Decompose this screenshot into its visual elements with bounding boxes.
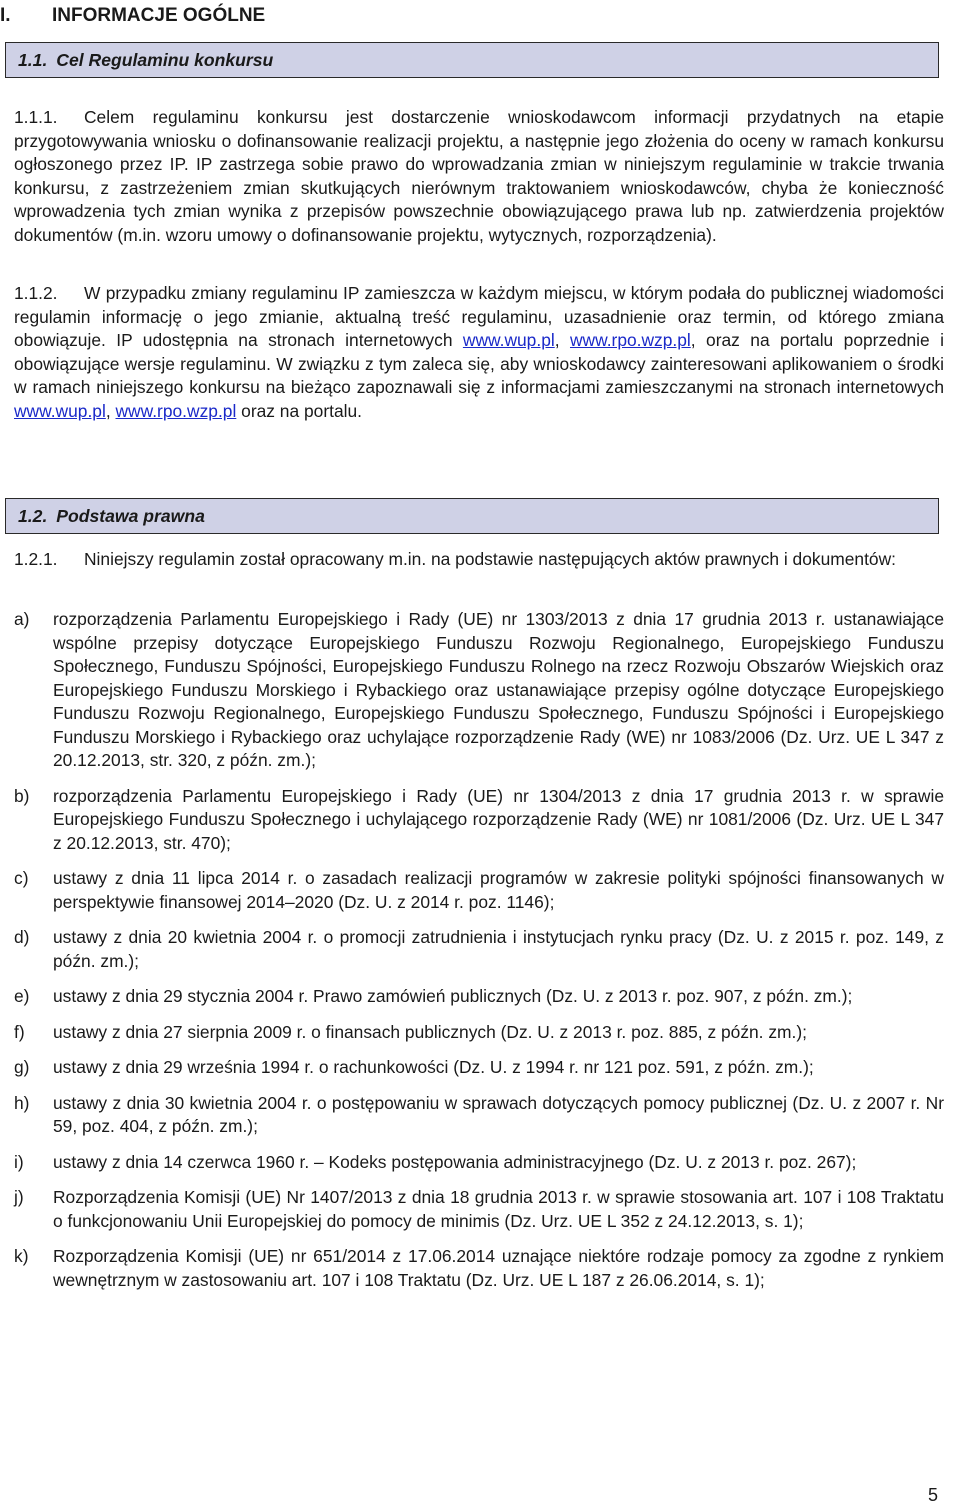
- list-item-letter: f): [14, 1021, 25, 1042]
- paragraph-text: W przypadku zmiany regulaminu IP zamieszcza w każdym miejscu, w którym podała do publicznej wiadomości regulamin informację o jego zmianie, aktualną treść regulaminu, uzasadnienie oraz termin, od którego zmiana obowiązuje. IP udostępnia na stronach internetowych: [14, 283, 944, 350]
- link-rpo-wzp[interactable]: www.rpo.wzp.pl: [569, 330, 691, 350]
- list-item-letter: d): [14, 927, 30, 947]
- link-separator: ,: [554, 330, 570, 350]
- paragraph-number: 1.1.1.: [14, 107, 58, 127]
- section-number: 1.2.: [18, 506, 48, 526]
- list-item: [14, 1151, 944, 1175]
- legal-acts-list: [14, 608, 944, 1304]
- list-item-letter: c): [14, 868, 29, 888]
- list-item: [14, 1092, 944, 1139]
- list-item: [14, 1021, 944, 1045]
- paragraph-text: , oraz na portalu poprzednie i obowiązujące wersje regulaminu. W związku z tym zaleca się, aby wnioskodawcy zainteresowani aplikowaniem o środki w ramach niniejszego konkursu na bieżąco zapoznawali się z informacjami zamieszczanymi na stronach internetowych: [14, 330, 944, 397]
- list-item-text: ustawy z dnia 27 sierpnia 2009 r. o finansach publicznych (Dz. U. z 2013 r. poz. 885, z późn. zm.);: [53, 1021, 807, 1042]
- paragraph-text: Niniejszy regulamin został opracowany m.in. na podstawie następujących aktów prawnych i dokumentów:: [84, 549, 896, 569]
- list-item: [14, 1186, 944, 1233]
- paragraph-number: 1.2.1.: [14, 549, 58, 569]
- list-item: [14, 1056, 944, 1080]
- list-item-text: ustawy z dnia 11 lipca 2014 r. o zasadach realizacji programów w zakresie polityki spójności finansowanych w perspektywie finansowej 2014–2020 (Dz. U. z 2014 r. poz. 1146);: [53, 868, 944, 912]
- paragraph-text: Celem regulaminu konkursu jest dostarczenie wnioskodawcom informacji przydatnych na etapie przygotowywania wniosku o dofinansowanie realizacji projektu, a następnie jego złożenia do oceny w ramach konkursu ogłoszonego przez IP. IP zastrzega sobie prawo do wprowadzania zmian w niniejszym regulaminie w trakcie trwania konkursu, z zastrzeżeniem zmian skutkujących nierównym traktowaniem wnioskodawców, chyba że konieczność wprowadzenia tych zmian wynika z przepisów powszechnie obowiązującego prawa lub np. zatwierdzenia projektów dokumentów (m.in. wzoru umowy o dofinansowanie projektu, wytycznych, rozporządzenia).: [14, 107, 944, 245]
- list-item: [14, 985, 944, 1009]
- chapter-title: INFORMACJE OGÓLNE: [52, 5, 266, 26]
- page-number: 5: [927, 1485, 938, 1505]
- link-rpo-wzp[interactable]: www.rpo.wzp.pl: [115, 400, 237, 421]
- list-item: [14, 608, 944, 773]
- link-separator: ,: [105, 400, 116, 421]
- link-wup[interactable]: www.wup.pl: [14, 400, 106, 421]
- list-item-letter: j): [14, 1187, 24, 1207]
- list-item-text: rozporządzenia Parlamentu Europejskiego i Rady (UE) nr 1303/2013 z dnia 17 grudnia 2013 r. ustanawiające wspólne przepisy dotyczące Europejskiego Funduszu Rozwoju Regionalnego, Europejskiego Funduszu Społecznego, Funduszu Spójności, Europejskiego Funduszu Rolnego na rzecz Rozwoju Obszarów Wiejskich oraz Europejskiego Funduszu Morskiego i Rybackiego oraz ustanawiające przepisy ogólne dotyczące Europejskiego Funduszu Rozwoju Regionalnego, Europejskiego Funduszu Społecznego, Funduszu Spójności i Europejskiego Funduszu Morskiego i Rybackiego oraz uchylające rozporządzenie Rady (WE) nr 1083/2006 (Dz. Urz. UE L 347 z 20.12.2013, str. 320, z późn. zm.);: [53, 609, 944, 770]
- list-item-letter: b): [14, 785, 30, 806]
- section-number: 1.1.: [18, 50, 48, 70]
- paragraph-number: 1.1.2.: [14, 283, 58, 303]
- list-item-text: Rozporządzenia Komisji (UE) Nr 1407/2013 z dnia 18 grudnia 2013 r. w sprawie stosowania art. 107 i 108 Traktatu o funkcjonowaniu Unii Europejskiej do pomocy de minimis (Dz. Urz. UE L 352 z 24.12.2013, s. 1);: [53, 1187, 944, 1231]
- paragraph-text: oraz na portalu.: [236, 400, 362, 421]
- list-item-letter: i): [14, 1151, 24, 1172]
- list-item: [14, 1245, 944, 1292]
- section-heading-1-1: [5, 42, 939, 78]
- link-wup[interactable]: www.wup.pl: [462, 330, 555, 350]
- section-title: Podstawa prawna: [56, 506, 205, 526]
- chapter-number: I.: [0, 5, 11, 26]
- list-item-text: ustawy z dnia 29 września 1994 r. o rachunkowości (Dz. U. z 1994 r. nr 121 poz. 591, z późn. zm.);: [53, 1057, 814, 1077]
- list-item-text: ustawy z dnia 14 czerwca 1960 r. – Kodeks postępowania administracyjnego (Dz. U. z 2013 r. poz. 267);: [53, 1151, 857, 1172]
- list-item-letter: k): [14, 1246, 29, 1266]
- list-item-letter: a): [14, 609, 30, 629]
- section-title: Cel Regulaminu konkursu: [56, 50, 274, 70]
- list-item: [14, 785, 944, 856]
- list-item-text: ustawy z dnia 30 kwietnia 2004 r. o postępowaniu w sprawach dotyczących pomocy publicznej (Dz. U. z 2007 r. Nr 59, poz. 404, z późn. zm.);: [53, 1092, 944, 1136]
- list-item-letter: h): [14, 1092, 30, 1113]
- list-item-text: ustawy z dnia 20 kwietnia 2004 r. o promocji zatrudnienia i instytucjach rynku pracy (Dz. U. z 2015 r. poz. 149, z późn. zm.);: [53, 927, 944, 971]
- list-item-text: ustawy z dnia 29 stycznia 2004 r. Prawo zamówień publicznych (Dz. U. z 2013 r. poz. 907, z późn. zm.);: [53, 986, 853, 1006]
- list-item-text: Rozporządzenia Komisji (UE) nr 651/2014 z 17.06.2014 uznające niektóre rodzaje pomocy za zgodne z rynkiem wewnętrznym w zastosowaniu art. 107 i 108 Traktatu (Dz. Urz. UE L 187 z 26.06.2014, s. 1);: [53, 1246, 944, 1290]
- list-item-letter: e): [14, 986, 30, 1006]
- list-item-text: rozporządzenia Parlamentu Europejskiego i Rady (UE) nr 1304/2013 z dnia 17 grudnia 2013 r. w sprawie Europejskiego Funduszu Społecznego i uchylającego rozporządzenie Rady (WE) nr 1081/2006 (Dz. Urz. UE L 347 z 20.12.2013, str. 470);: [53, 785, 944, 853]
- list-item: [14, 926, 944, 973]
- list-item: [14, 867, 944, 914]
- section-heading-1-2: [5, 498, 939, 534]
- paragraph-1-2-1: [14, 548, 944, 572]
- paragraph-1-1-1: [14, 106, 944, 247]
- list-item-letter: g): [14, 1057, 30, 1077]
- paragraph-1-1-2: [14, 282, 944, 423]
- chapter-heading: [0, 4, 265, 28]
